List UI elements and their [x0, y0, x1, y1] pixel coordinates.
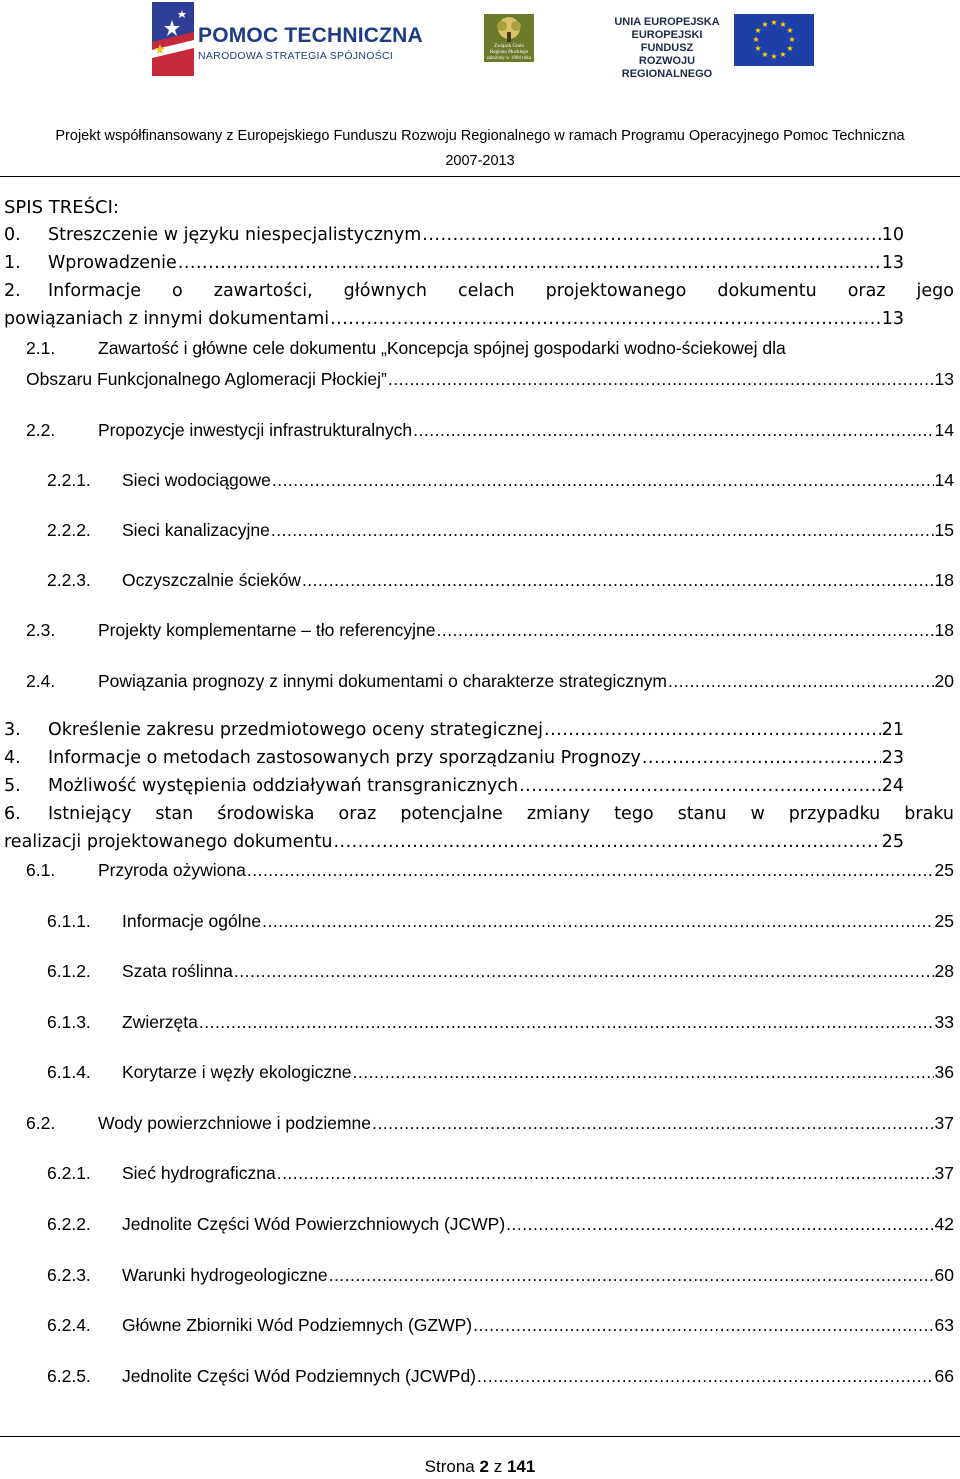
toc-entry[interactable] [4, 720, 904, 740]
eu-line-1: UNIA EUROPEJSKA [614, 16, 720, 28]
toc-entry-page: 15 [934, 520, 954, 540]
toc-entry-number: 2.2.3. [47, 570, 91, 590]
toc-entry[interactable] [47, 961, 954, 982]
toc-entry-text: Streszczenie w języku niespecjalistycznym [48, 225, 422, 245]
toc-entry-number: 1. [4, 253, 21, 273]
svg-text:★: ★ [754, 26, 762, 35]
toc-entry-page: 13 [934, 369, 954, 389]
toc-entry-page: 20 [934, 671, 954, 691]
toc-entry-number: 6.2.5. [47, 1366, 91, 1386]
toc-entry-number: 6.2.4. [47, 1315, 91, 1335]
toc-entry-text: Jednolite Części Wód Powierzchniowych (JCWP) [122, 1214, 506, 1234]
toc-entry-page: 66 [934, 1366, 954, 1386]
svg-text:★: ★ [770, 18, 778, 27]
toc-entry-text: Wody powierzchniowe i podziemne [98, 1113, 372, 1133]
page-number-prefix: Strona [424, 1457, 475, 1476]
toc-entry-text: Istniejący stan środowiska oraz potencjalne zmiany tego stanu w przypadku braku [48, 804, 954, 824]
toc-leader [544, 720, 881, 740]
svg-text:★: ★ [754, 44, 762, 53]
toc-entry-page: 60 [934, 1265, 954, 1285]
eu-line-2: EUROPEJSKI FUNDUSZ [631, 29, 703, 54]
pt-logo-subtitle: NARODOWA STRATEGIA SPÓJNOŚCI [198, 50, 394, 62]
toc-entry-text: Sieć hydrograficzna [122, 1163, 276, 1183]
toc-entry-page: 28 [934, 961, 954, 981]
toc-entry[interactable] [26, 860, 954, 881]
svg-text:★: ★ [761, 20, 769, 29]
toc-leader [302, 570, 934, 591]
toc-entry[interactable] [4, 776, 904, 796]
toc-entry-text: Propozycje inwestycji infrastrukturalnych [98, 420, 413, 440]
toc-entry-number: 2.1. [26, 338, 56, 358]
toc-entry-text: Wprowadzenie [48, 253, 177, 273]
cofinancing-note [0, 124, 960, 174]
toc-entry-text: Projekty komplementarne – tło referencyjne [98, 620, 436, 640]
toc-entry[interactable] [47, 470, 954, 491]
toc-leader [330, 309, 881, 329]
toc-entry[interactable] [47, 570, 954, 591]
toc-entry-text: Zwierzęta [122, 1012, 198, 1032]
toc-entry-page: 10 [881, 225, 904, 245]
toc-entry-text: realizacji projektowanego dokumentu [4, 832, 333, 852]
toc-leader [372, 1113, 934, 1134]
cofinancing-line-1: Projekt współfinansowany z Europejskiego Funduszu Rozwoju Regionalnego w ramach Programu Operacyjnego Pomoc Techniczna [55, 128, 905, 144]
toc-leader [333, 832, 880, 852]
toc-entry-number: 6.1.4. [47, 1062, 91, 1082]
toc-entry-page: 36 [934, 1062, 954, 1082]
toc-entry-text: Możliwość występienia oddziaływań transgranicznych [48, 776, 519, 796]
eu-line-3: ROZWOJU REGIONALNEGO [621, 55, 713, 80]
toc-leader [519, 776, 881, 796]
toc-entry[interactable] [47, 1315, 954, 1336]
toc-entry-page: 42 [934, 1214, 954, 1234]
pt-logo-title: POMOC TECHNICZNA [198, 24, 423, 47]
toc-entry-page: 18 [934, 570, 954, 590]
svg-text:★: ★ [788, 35, 796, 44]
toc-entry-text: Sieci wodociągowe [122, 470, 271, 490]
toc-leader [329, 1265, 934, 1286]
toc-entry-page: 33 [934, 1012, 954, 1032]
toc-entry-text: Korytarze i węzły ekologiczne [122, 1062, 352, 1082]
toc-entry-text: Powiązania prognozy z innymi dokumentami o charakterze strategicznym [98, 671, 668, 691]
toc-entry-text: Oczyszczalnie ścieków [122, 570, 301, 590]
pt-flag-icon [152, 2, 194, 76]
toc-entry-line2[interactable] [4, 309, 904, 329]
svg-text:★: ★ [786, 44, 794, 53]
toc-entry[interactable] [26, 671, 954, 692]
toc-entry-text: Sieci kanalizacyjne [122, 520, 270, 540]
toc-entry-number: 4. [4, 748, 21, 768]
toc-leader [413, 420, 933, 441]
toc-entry[interactable] [47, 520, 954, 541]
toc-entry[interactable] [47, 1163, 954, 1184]
toc-entry-line2[interactable] [26, 369, 954, 390]
toc-leader [506, 1214, 933, 1235]
toc-entry-line1[interactable] [4, 281, 954, 301]
toc-entry-line1[interactable] [26, 338, 786, 359]
toc-entry[interactable] [47, 1214, 954, 1235]
toc-entry[interactable] [47, 1366, 954, 1387]
toc-entry-text: Informacje ogólne [122, 911, 262, 931]
page-number-total: 141 [506, 1457, 536, 1476]
toc-entry-page: 23 [881, 748, 904, 768]
toc-entry-text: Główne Zbiorniki Wód Podziemnych (GZWP) [122, 1315, 473, 1335]
page-number [0, 1457, 960, 1477]
toc-entry-page: 21 [881, 720, 904, 740]
toc-entry-text: Przyroda ożywiona [98, 860, 246, 880]
toc-entry[interactable] [47, 1012, 954, 1033]
toc-entry-number: 6.1. [26, 860, 56, 880]
svg-text:★: ★ [779, 50, 787, 59]
toc-entry-page: 13 [881, 309, 904, 329]
toc-entry-page: 37 [934, 1113, 954, 1133]
eu-logo [606, 14, 814, 80]
toc-entry-text: Informacje o zawartości, głównych celach projektowanego dokumentu oraz jego [48, 281, 954, 301]
toc-entry-number: 5. [4, 776, 21, 796]
toc-entry-page: 25 [934, 911, 954, 931]
toc-title: SPIS TREŚCI: [4, 197, 119, 218]
toc-entry-text: Obszaru Funkcjonalnego Aglomeracji Płockiej” [26, 369, 387, 389]
toc-entry-page: 63 [934, 1315, 954, 1335]
toc-leader [277, 1163, 934, 1184]
toc-entry[interactable] [4, 253, 904, 273]
toc-entry-number: 0. [4, 225, 21, 245]
toc-leader [247, 860, 934, 881]
toc-entry-text: Zawartość i główne cele dokumentu „Koncepcja spójnej gospodarki wodno-ściekowej dla [98, 338, 786, 358]
toc-entry-number: 6.1.1. [47, 911, 91, 931]
toc-entry-number: 6.1.2. [47, 961, 91, 981]
toc-entry-text: Jednolite Części Wód Podziemnych (JCWPd) [122, 1366, 477, 1386]
toc-leader [272, 470, 934, 491]
toc-entry-number: 6.2.3. [47, 1265, 91, 1285]
toc-entry[interactable] [47, 1265, 954, 1286]
toc-leader [422, 225, 880, 245]
page-number-sep: z [493, 1457, 503, 1476]
toc-leader [234, 961, 934, 982]
toc-leader [199, 1012, 934, 1033]
toc-entry-number: 2.4. [26, 671, 56, 691]
pomoc-techniczna-logo [152, 2, 423, 82]
toc-entry-page: 24 [881, 776, 904, 796]
toc-entry-text: Warunki hydrogeologiczne [122, 1265, 328, 1285]
toc-entry[interactable] [47, 911, 954, 932]
toc-entry-page: 14 [934, 470, 954, 490]
toc-entry-number: 2. [4, 281, 21, 301]
toc-entry-text: Szata roślinna [122, 961, 233, 981]
page-number-current: 2 [479, 1457, 489, 1476]
toc-leader [473, 1315, 933, 1336]
toc-entry[interactable] [4, 748, 904, 768]
toc-entry-page: 18 [934, 620, 954, 640]
toc-leader [388, 369, 934, 390]
toc-entry-number: 6. [4, 804, 21, 824]
cofinancing-line-2: 2007-2013 [445, 153, 515, 169]
toc-entry-page: 14 [934, 420, 954, 440]
zwiazek-gmin-logo [484, 14, 534, 62]
toc-entry[interactable] [4, 225, 904, 245]
toc-entry-page: 25 [881, 832, 904, 852]
svg-text:★: ★ [786, 26, 794, 35]
toc-entry-text: Określenie zakresu przedmiotowego oceny strategicznej [48, 720, 544, 740]
toc-leader [178, 253, 881, 273]
toc-entry-number: 6.2. [26, 1113, 56, 1133]
toc-entry-number: 2.2.1. [47, 470, 91, 490]
toc-leader [477, 1366, 934, 1387]
toc-leader [437, 620, 934, 641]
svg-text:★: ★ [752, 35, 760, 44]
zg-logo-caption: Związek Gmin Regionu Płockiego założony w 1994 roku [486, 44, 532, 61]
toc-entry[interactable] [26, 620, 954, 641]
toc-entry[interactable] [47, 1062, 954, 1083]
toc-entry-number: 2.3. [26, 620, 56, 640]
svg-text:★: ★ [770, 52, 778, 61]
toc-entry-line1[interactable] [4, 804, 954, 824]
toc-entry-number: 2.2.2. [47, 520, 91, 540]
toc-entry-number: 6.1.3. [47, 1012, 91, 1032]
svg-text:★: ★ [779, 20, 787, 29]
toc-leader [642, 748, 881, 768]
toc-leader [262, 911, 933, 932]
toc-entry-page: 37 [934, 1163, 954, 1183]
toc-entry-number: 3. [4, 720, 21, 740]
toc-entry-number: 6.2.2. [47, 1214, 91, 1234]
toc-entry[interactable] [26, 1113, 954, 1134]
toc-leader [271, 520, 934, 541]
svg-text:★: ★ [761, 50, 769, 59]
footer-divider [0, 1436, 960, 1437]
toc-entry-page: 13 [881, 253, 904, 273]
eu-flag-icon [734, 14, 814, 66]
toc-leader [353, 1062, 934, 1083]
toc-entry-page: 25 [934, 860, 954, 880]
toc-entry-number: 2.2. [26, 420, 56, 440]
toc-entry-text: powiązaniach z innymi dokumentami [4, 309, 330, 329]
toc-leader [668, 671, 934, 692]
eu-logo-text [606, 16, 728, 81]
toc-entry-number: 6.2.1. [47, 1163, 91, 1183]
toc-entry-text: Informacje o metodach zastosowanych przy sporządzaniu Prognozy [48, 748, 641, 768]
header-divider [0, 176, 960, 177]
toc-entry-line2[interactable] [4, 832, 904, 852]
toc-entry[interactable] [26, 420, 954, 441]
